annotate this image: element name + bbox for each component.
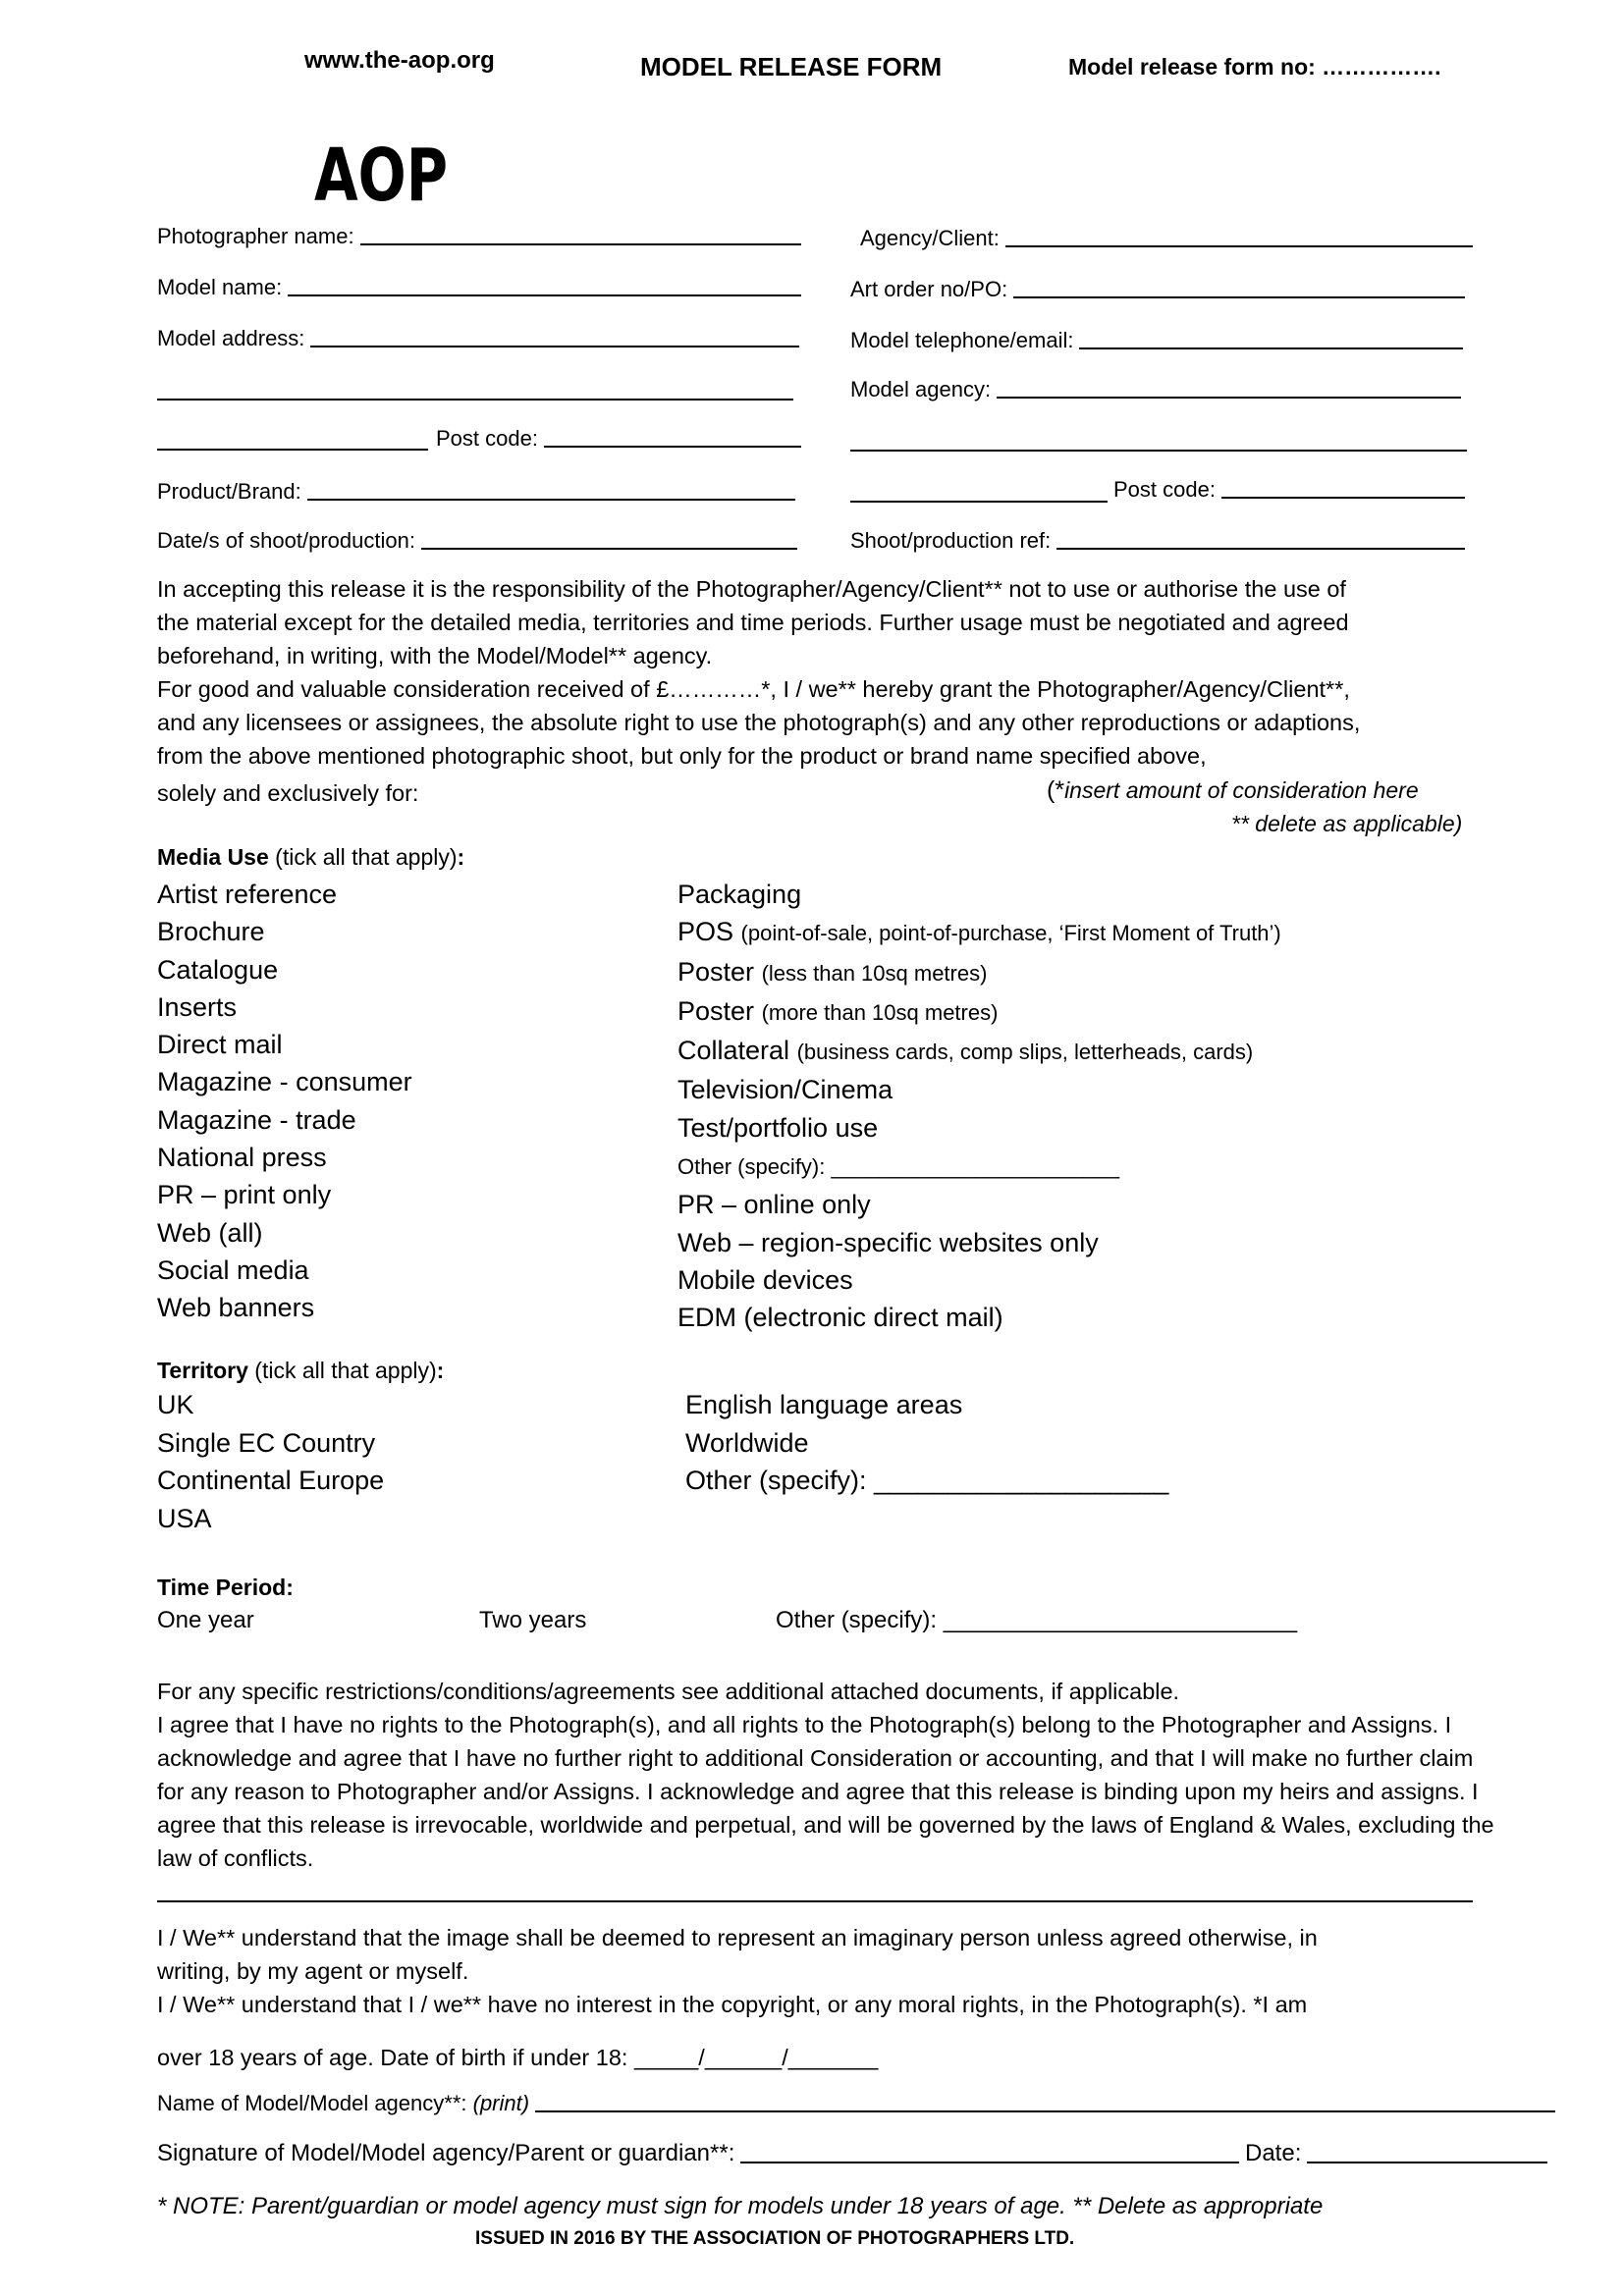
territory-note: (tick all that apply)	[254, 1358, 437, 1383]
model-name-field[interactable]	[157, 275, 801, 300]
model-contact-label: Model telephone/email:	[850, 328, 1074, 352]
agency-address-line-2[interactable]	[850, 501, 1108, 503]
intro-line: the material except for the detailed media, territories and time periods. Further usage must be negotiated and agreed	[157, 610, 1349, 635]
age-declaration[interactable]: over 18 years of age. Date of birth if under 18: _____/______/_______	[157, 2045, 879, 2070]
territory-option[interactable]: Continental Europe	[157, 1466, 385, 1495]
photographer-name-field[interactable]	[157, 224, 801, 249]
territory-title: Territory	[157, 1358, 248, 1383]
footer-note: * NOTE: Parent/guardian or model agency must sign for models under 18 years of age. ** Delete as appropriate	[157, 2193, 1324, 2219]
agency-postcode-field[interactable]	[1113, 477, 1465, 503]
insert-note	[1047, 776, 1419, 805]
media-option[interactable]	[677, 1186, 1281, 1223]
territory-option[interactable]: USA	[157, 1503, 212, 1533]
signature-date-label: Date:	[1245, 2140, 1302, 2166]
intro-line: In accepting this release it is the responsibility of the Photographer/Agency/Client** not to use or authorise the use of	[157, 576, 1346, 602]
territory-right-list	[685, 1386, 1168, 1500]
media-option[interactable]	[677, 1299, 1281, 1336]
model-postcode-field[interactable]	[436, 426, 801, 452]
media-option[interactable]: National press	[157, 1143, 327, 1173]
agency-client-label: Agency/Client:	[860, 226, 1000, 250]
model-address-label: Model address:	[157, 326, 305, 350]
understand-line: I / We** understand that I / we** have no interest in the copyright, or any moral rights, in the Photograph(s). *I am	[157, 1992, 1308, 2017]
media-option[interactable]	[677, 1032, 1281, 1071]
print-name-label: Name of Model/Model agency**:	[157, 2091, 467, 2115]
media-option[interactable]	[677, 876, 1281, 913]
product-brand-field[interactable]	[157, 479, 795, 505]
agreement-line: for any reason to Photographer and/or Assigns. I acknowledge and agree that this release is binding upon my heirs and assigns. I	[157, 1779, 1479, 1804]
media-option[interactable]: Web banners	[157, 1293, 315, 1323]
media-option-main: Mobile devices	[677, 1264, 853, 1295]
media-option-main: Test/portfolio use	[677, 1112, 879, 1143]
product-brand-label: Product/Brand:	[157, 479, 301, 504]
model-address-field[interactable]	[157, 326, 799, 351]
agency-address-line[interactable]	[850, 450, 1467, 452]
art-order-label: Art order no/PO:	[850, 277, 1008, 301]
media-use-right-list	[677, 876, 1281, 1337]
time-option-other[interactable]: Other (specify): ___________________________	[776, 1607, 1298, 1633]
aop-logo-text: AOP	[314, 133, 448, 218]
media-option[interactable]: Artist reference	[157, 880, 338, 909]
intro-line: and any licensees or assignees, the absolute right to use the photograph(s) and any other reproductions or adaptions,	[157, 710, 1361, 735]
agreement-paragraph	[157, 1675, 1494, 1875]
shoot-dates-field[interactable]	[157, 528, 797, 554]
media-option-main: EDM (electronic direct mail)	[677, 1303, 1003, 1333]
intro-line: from the above mentioned photographic shoot, but only for the product or brand name specified above,	[157, 743, 1207, 769]
agreement-line: For any specific restrictions/conditions/agreements see additional attached documents, if applicable.	[157, 1679, 1180, 1704]
territory-option[interactable]: English language areas	[685, 1390, 963, 1419]
delete-note: ** delete as applicable)	[1231, 811, 1463, 836]
intro-paragraph	[157, 572, 1360, 773]
signature-field[interactable]	[157, 2140, 1239, 2167]
form-number: Model release form no: …………….	[1068, 54, 1441, 80]
media-option[interactable]: Brochure	[157, 917, 265, 947]
model-address-line-3[interactable]	[157, 449, 428, 451]
media-option[interactable]: Inserts	[157, 991, 238, 1022]
website-link[interactable]: www.the-aop.org	[304, 47, 495, 74]
understand-line: writing, by my agent or myself.	[157, 1958, 469, 1984]
photographer-name-label: Photographer name:	[157, 224, 354, 248]
territory-heading	[157, 1358, 444, 1384]
understand-line: I / We** understand that the image shall be deemed to represent an imaginary person unless agreed otherwise, in	[157, 1925, 1318, 1950]
media-option-main: POS	[677, 917, 734, 947]
intro-line: For good and valuable consideration received of £…………*, I / we** hereby grant the Photographer/Agency/Client**,	[157, 676, 1350, 702]
media-option[interactable]	[677, 1109, 1281, 1147]
media-option-note: (point-of-sale, point-of-purchase, ‘First Moment of Truth’)	[740, 921, 1281, 946]
agreement-line: acknowledge and agree that I have no further right to additional Consideration or accounting, and that I will make no further claim	[157, 1745, 1474, 1771]
model-agency-label: Model agency:	[850, 377, 992, 401]
media-option-note: (more than 10sq metres)	[761, 999, 999, 1025]
media-option[interactable]	[677, 913, 1281, 952]
media-option-note: (business cards, comp slips, letterheads, cards)	[796, 1040, 1254, 1065]
model-address-line-2[interactable]	[157, 399, 793, 400]
shoot-ref-label: Shoot/production ref:	[850, 528, 1052, 553]
art-order-field[interactable]	[850, 277, 1465, 302]
agreement-line: I agree that I have no rights to the Photograph(s), and all rights to the Photograph(s) belong to the Photographer and Assigns. I	[157, 1712, 1452, 1737]
time-period-heading: Time Period:	[157, 1575, 294, 1600]
media-option[interactable]: Social media	[157, 1255, 309, 1285]
section-divider	[157, 1900, 1473, 1902]
media-option[interactable]: Catalogue	[157, 954, 279, 985]
signature-label: Signature of Model/Model agency/Parent or guardian**:	[157, 2140, 735, 2166]
time-option-two-years[interactable]: Two years	[479, 1607, 587, 1633]
issued-by: ISSUED IN 2016 BY THE ASSOCIATION OF PHOTOGRAPHERS LTD.	[475, 2228, 1075, 2249]
media-option-note: (less than 10sq metres)	[761, 960, 988, 986]
media-use-left-list	[157, 876, 412, 1327]
territory-option[interactable]: Single EC Country	[157, 1427, 376, 1458]
shoot-ref-field[interactable]	[850, 528, 1465, 554]
agency-client-field[interactable]	[860, 226, 1473, 251]
agency-postcode-label: Post code:	[1113, 477, 1216, 502]
media-other-specify: Other (specify): ________________________	[677, 1154, 1120, 1180]
media-option-main: PR – online only	[677, 1190, 871, 1220]
media-use-title: Media Use	[157, 844, 269, 870]
shoot-dates-label: Date/s of shoot/production:	[157, 528, 415, 553]
media-option-main: Poster	[677, 956, 755, 987]
media-option-other[interactable]	[677, 1147, 1281, 1186]
insert-note-prefix: (*	[1047, 776, 1065, 804]
intro-line: beforehand, in writing, with the Model/Model** agency.	[157, 643, 713, 668]
territory-option-other[interactable]: Other (specify): ____________________	[685, 1466, 1169, 1495]
media-option-main: Television/Cinema	[677, 1075, 893, 1105]
agreement-line: law of conflicts.	[157, 1845, 314, 1871]
media-use-colon: :	[457, 844, 465, 870]
media-use-note: (tick all that apply)	[275, 844, 458, 870]
media-option[interactable]: Web (all)	[157, 1217, 263, 1248]
media-option[interactable]	[677, 992, 1281, 1032]
model-contact-field[interactable]	[850, 328, 1463, 353]
media-option[interactable]	[677, 1071, 1281, 1108]
media-option[interactable]: Direct mail	[157, 1030, 283, 1060]
solely-text: solely and exclusively for:	[157, 780, 419, 806]
media-option[interactable]: Magazine - consumer	[157, 1067, 412, 1097]
media-option-main: Poster	[677, 995, 755, 1026]
model-print-name-field[interactable]	[157, 2091, 1555, 2116]
media-option[interactable]: Magazine - trade	[157, 1104, 356, 1135]
model-name-label: Model name:	[157, 275, 283, 299]
model-postcode-label: Post code:	[436, 426, 538, 451]
media-option[interactable]	[677, 1261, 1281, 1299]
signature-date-field[interactable]	[1245, 2140, 1547, 2167]
media-option[interactable]	[677, 953, 1281, 992]
agreement-line: agree that this release is irrevocable, worldwide and perpetual, and will be governed by the laws of England & Wales, excluding the	[157, 1812, 1494, 1838]
print-name-hint: (print)	[472, 2091, 530, 2115]
model-agency-field[interactable]	[850, 377, 1461, 402]
form-title: MODEL RELEASE FORM	[640, 52, 943, 81]
media-option[interactable]: PR – print only	[157, 1180, 332, 1210]
media-option-main: Web – region-specific websites only	[677, 1227, 1099, 1257]
media-use-heading	[157, 844, 464, 871]
territory-option[interactable]: Worldwide	[685, 1427, 809, 1458]
media-option[interactable]	[677, 1224, 1281, 1261]
media-option-main: Collateral	[677, 1036, 790, 1066]
territory-left-list	[157, 1386, 384, 1537]
aop-logo	[312, 133, 450, 218]
time-option-one-year[interactable]: One year	[157, 1607, 254, 1633]
territory-option[interactable]: UK	[157, 1390, 194, 1419]
territory-colon: :	[436, 1358, 445, 1383]
insert-note-text: insert amount of consideration here	[1064, 777, 1419, 803]
media-option-main: Packaging	[677, 880, 802, 909]
understand-paragraph	[157, 1921, 1318, 2021]
